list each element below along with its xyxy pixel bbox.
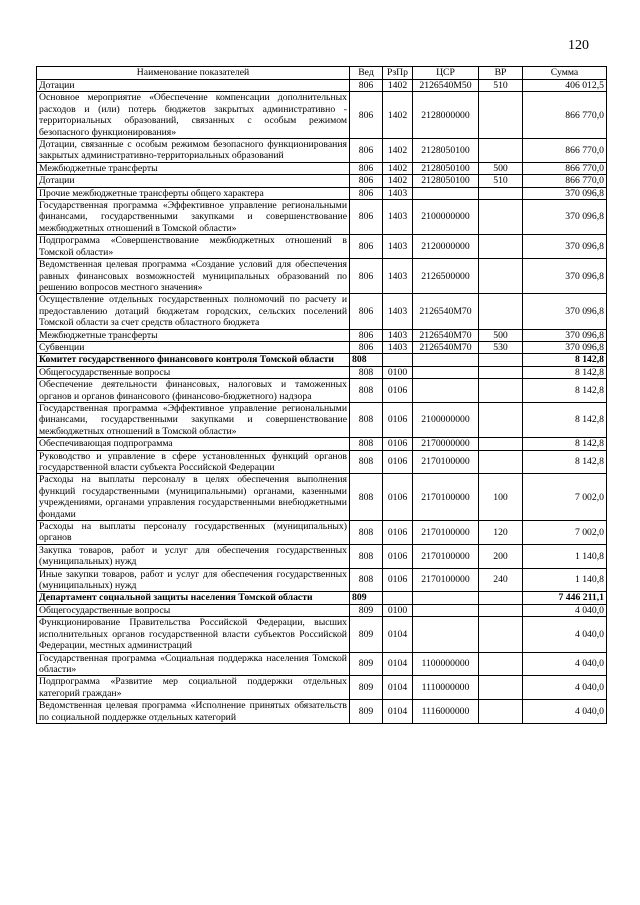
row-name-cell: Основное мероприятие «Обеспечение компенсации дополнительных расходов и (или) потерь бюджетов закрытых административно - территориальных образований, связанных с особым режимом безопасного функционирования» (37, 92, 350, 139)
row-vr-cell (479, 604, 523, 616)
table-row (37, 200, 607, 235)
row-rzpr-cell: 1402 (383, 139, 413, 163)
row-vr-cell (479, 652, 523, 676)
row-name-cell: Ведомственная целевая программа «Исполнение принятых обязательств по социальной поддержке отдельных категорий (37, 700, 350, 724)
row-sum-cell: 8 142,8 (523, 438, 607, 450)
row-sum-cell: 866 770,0 (523, 175, 607, 187)
row-ved-cell: 806 (350, 175, 383, 187)
row-sum-cell: 4 040,0 (523, 617, 607, 652)
row-name-cell: Государственная программа «Эффективное управление региональными финансами, государственными закупками и совершенствование межбюджетных отношений в Томской области» (37, 200, 350, 235)
row-csr-cell: 1100000000 (413, 652, 479, 676)
row-name-cell: Расходы на выплаты персоналу государственных (муниципальных) органов (37, 521, 350, 545)
table-row (37, 402, 607, 437)
row-ved-cell: 808 (350, 366, 383, 378)
row-csr-cell: 1116000000 (413, 700, 479, 724)
row-sum-cell: 866 770,0 (523, 92, 607, 139)
header-rzpr: РзПр (383, 67, 413, 80)
row-ved-cell: 809 (350, 652, 383, 676)
row-csr-cell (413, 617, 479, 652)
table-row (37, 139, 607, 163)
row-name-cell: Подпрограмма «Совершенствование межбюджетных отношений в Томской области» (37, 235, 350, 259)
row-name-cell: Обеспечивающая подпрограмма (37, 438, 350, 450)
row-ved-cell: 806 (350, 162, 383, 174)
row-sum-cell: 866 770,0 (523, 162, 607, 174)
table-row (37, 366, 607, 378)
row-name-cell: Государственная программа «Эффективное управление региональными финансами, государственными закупками и совершенствование межбюджетных отношений в Томской области» (37, 402, 350, 437)
row-sum-cell: 370 096,8 (523, 235, 607, 259)
row-name-cell: Прочие межбюджетные трансферты общего характера (37, 187, 350, 199)
row-ved-cell: 808 (350, 438, 383, 450)
row-ved-cell: 808 (350, 450, 383, 474)
row-ved-cell: 806 (350, 139, 383, 163)
row-rzpr-cell: 0106 (383, 450, 413, 474)
row-ved-cell: 808 (350, 521, 383, 545)
table-row (37, 676, 607, 700)
row-vr-cell (479, 379, 523, 403)
row-ved-cell: 806 (350, 259, 383, 294)
row-sum-cell: 370 096,8 (523, 259, 607, 294)
row-vr-cell: 120 (479, 521, 523, 545)
table-row (37, 162, 607, 174)
row-rzpr-cell: 0104 (383, 652, 413, 676)
row-vr-cell (479, 259, 523, 294)
row-ved-cell: 808 (350, 379, 383, 403)
row-csr-cell: 2170100000 (413, 521, 479, 545)
row-rzpr-cell: 0106 (383, 544, 413, 568)
table-row (37, 80, 607, 92)
row-ved-cell: 806 (350, 329, 383, 341)
row-vr-cell (479, 200, 523, 235)
row-sum-cell: 8 142,8 (523, 366, 607, 378)
table-row (37, 450, 607, 474)
table-row (37, 617, 607, 652)
row-sum-cell: 7 002,0 (523, 474, 607, 521)
row-sum-cell: 7 002,0 (523, 521, 607, 545)
table-row (37, 700, 607, 724)
row-vr-cell: 500 (479, 329, 523, 341)
row-rzpr-cell: 1403 (383, 235, 413, 259)
row-csr-cell: 2128050100 (413, 162, 479, 174)
header-ved: Вед (350, 67, 383, 80)
table-row (37, 604, 607, 616)
row-csr-cell: 2170100000 (413, 474, 479, 521)
table-row (37, 521, 607, 545)
row-ved-cell: 809 (350, 617, 383, 652)
row-name-cell: Функционирование Правительства Российской Федерации, высших исполнительных органов государственной власти субъектов Российской Федерации, местных администраций (37, 617, 350, 652)
table-row (37, 187, 607, 199)
row-vr-cell (479, 676, 523, 700)
row-vr-cell: 510 (479, 80, 523, 92)
row-rzpr-cell: 1402 (383, 80, 413, 92)
row-rzpr-cell: 1403 (383, 187, 413, 199)
row-csr-cell (413, 592, 479, 604)
table-row (37, 294, 607, 329)
row-sum-cell: 7 446 211,1 (523, 592, 607, 604)
row-rzpr-cell (383, 592, 413, 604)
row-name-cell: Общегосударственные вопросы (37, 604, 350, 616)
row-ved-cell: 806 (350, 235, 383, 259)
row-rzpr-cell: 0100 (383, 366, 413, 378)
row-name-cell: Дотации (37, 80, 350, 92)
row-csr-cell: 2126500000 (413, 259, 479, 294)
row-sum-cell: 4 040,0 (523, 700, 607, 724)
row-rzpr-cell: 0104 (383, 676, 413, 700)
table-row (37, 329, 607, 341)
table-row (37, 438, 607, 450)
row-rzpr-cell: 0104 (383, 617, 413, 652)
row-sum-cell: 370 096,8 (523, 187, 607, 199)
row-ved-cell: 809 (350, 592, 383, 604)
table-row (37, 568, 607, 592)
row-vr-cell (479, 139, 523, 163)
row-rzpr-cell: 0106 (383, 438, 413, 450)
row-sum-cell: 4 040,0 (523, 604, 607, 616)
row-name-cell: Дотации (37, 175, 350, 187)
row-csr-cell: 2120000000 (413, 235, 479, 259)
row-csr-cell: 2170000000 (413, 438, 479, 450)
row-rzpr-cell: 0106 (383, 379, 413, 403)
row-vr-cell (479, 354, 523, 366)
row-sum-cell: 4 040,0 (523, 676, 607, 700)
row-ved-cell: 806 (350, 200, 383, 235)
row-sum-cell: 370 096,8 (523, 341, 607, 353)
table-header-row (37, 67, 607, 80)
row-sum-cell: 370 096,8 (523, 200, 607, 235)
row-name-cell: Подпрограмма «Развитие мер социальной поддержки отдельных категорий граждан» (37, 676, 350, 700)
row-ved-cell: 806 (350, 92, 383, 139)
row-rzpr-cell: 0106 (383, 474, 413, 521)
row-vr-cell (479, 592, 523, 604)
row-rzpr-cell: 0104 (383, 700, 413, 724)
row-vr-cell (479, 700, 523, 724)
row-sum-cell: 4 040,0 (523, 652, 607, 676)
row-ved-cell: 809 (350, 700, 383, 724)
header-name: Наименование показателей (37, 67, 350, 80)
row-csr-cell: 2128000000 (413, 92, 479, 139)
row-rzpr-cell: 1403 (383, 200, 413, 235)
row-vr-cell (479, 402, 523, 437)
row-ved-cell: 809 (350, 604, 383, 616)
row-csr-cell (413, 366, 479, 378)
row-csr-cell (413, 187, 479, 199)
table-row (37, 379, 607, 403)
row-rzpr-cell: 1403 (383, 329, 413, 341)
row-vr-cell (479, 235, 523, 259)
row-sum-cell: 8 142,8 (523, 450, 607, 474)
row-csr-cell: 2126540М70 (413, 341, 479, 353)
row-name-cell: Обеспечение деятельности финансовых, налоговых и таможенных органов и органов финансового (финансово-бюджетного) надзора (37, 379, 350, 403)
row-rzpr-cell: 1403 (383, 341, 413, 353)
table-row (37, 544, 607, 568)
row-ved-cell: 808 (350, 474, 383, 521)
row-rzpr-cell: 1402 (383, 175, 413, 187)
row-sum-cell: 1 140,8 (523, 544, 607, 568)
row-csr-cell: 2100000000 (413, 200, 479, 235)
table-row (37, 354, 607, 366)
budget-table (36, 66, 607, 724)
row-csr-cell: 2100000000 (413, 402, 479, 437)
row-rzpr-cell: 0106 (383, 568, 413, 592)
page-number: 120 (568, 38, 589, 53)
row-csr-cell (413, 379, 479, 403)
row-ved-cell: 806 (350, 187, 383, 199)
row-vr-cell: 200 (479, 544, 523, 568)
table-row (37, 235, 607, 259)
row-vr-cell: 240 (479, 568, 523, 592)
row-name-cell: Расходы на выплаты персоналу в целях обеспечения выполнения функций государственными (муниципальными) органами, казенными учреждениями, органами управления государственными внебюджетными фондами (37, 474, 350, 521)
row-vr-cell: 100 (479, 474, 523, 521)
row-vr-cell (479, 92, 523, 139)
table-row (37, 92, 607, 139)
row-vr-cell (479, 450, 523, 474)
row-rzpr-cell: 1403 (383, 294, 413, 329)
row-sum-cell: 370 096,8 (523, 329, 607, 341)
row-rzpr-cell (383, 354, 413, 366)
row-ved-cell: 808 (350, 354, 383, 366)
table-row (37, 652, 607, 676)
row-name-cell: Межбюджетные трансферты (37, 162, 350, 174)
row-name-cell: Департамент социальной защиты населения Томской области (37, 592, 350, 604)
row-rzpr-cell: 0106 (383, 521, 413, 545)
row-name-cell: Осуществление отдельных государственных полномочий по расчету и предоставлению дотаций бюджетам городских, сельских поселений Томской области за счет средств областного бюджета (37, 294, 350, 329)
row-csr-cell: 1110000000 (413, 676, 479, 700)
row-ved-cell: 809 (350, 676, 383, 700)
header-vr: ВР (479, 67, 523, 80)
row-csr-cell: 2128050100 (413, 175, 479, 187)
row-ved-cell: 808 (350, 568, 383, 592)
row-sum-cell: 8 142,8 (523, 354, 607, 366)
row-vr-cell: 510 (479, 175, 523, 187)
row-name-cell: Субвенции (37, 341, 350, 353)
table-row (37, 259, 607, 294)
table-row (37, 592, 607, 604)
row-csr-cell: 2126540М70 (413, 294, 479, 329)
row-csr-cell: 2126540М70 (413, 329, 479, 341)
table-row (37, 474, 607, 521)
row-name-cell: Закупка товаров, работ и услуг для обеспечения государственных (муниципальных) нужд (37, 544, 350, 568)
row-name-cell: Государственная программа «Социальная поддержка населения Томской области» (37, 652, 350, 676)
row-name-cell: Иные закупки товаров, работ и услуг для обеспечения государственных (муниципальных) нужд (37, 568, 350, 592)
row-csr-cell: 2128050100 (413, 139, 479, 163)
row-sum-cell: 8 142,8 (523, 402, 607, 437)
row-csr-cell: 2126540М50 (413, 80, 479, 92)
row-csr-cell: 2170100000 (413, 450, 479, 474)
row-name-cell: Межбюджетные трансферты (37, 329, 350, 341)
row-ved-cell: 808 (350, 402, 383, 437)
row-vr-cell (479, 438, 523, 450)
row-sum-cell: 370 096,8 (523, 294, 607, 329)
row-vr-cell (479, 294, 523, 329)
table-row (37, 341, 607, 353)
row-vr-cell (479, 617, 523, 652)
row-rzpr-cell: 1403 (383, 259, 413, 294)
row-ved-cell: 808 (350, 544, 383, 568)
row-sum-cell: 866 770,0 (523, 139, 607, 163)
row-name-cell: Общегосударственные вопросы (37, 366, 350, 378)
row-vr-cell (479, 187, 523, 199)
row-vr-cell: 500 (479, 162, 523, 174)
header-sum: Сумма (523, 67, 607, 80)
row-name-cell: Ведомственная целевая программа «Создание условий для обеспечения равных финансовых возможностей муниципальных образований по решению вопросов местного значения» (37, 259, 350, 294)
row-name-cell: Комитет государственного финансового контроля Томской области (37, 354, 350, 366)
row-rzpr-cell: 1402 (383, 162, 413, 174)
row-name-cell: Руководство и управление в сфере установленных функций органов государственной власти субъекта Российской Федерации (37, 450, 350, 474)
row-csr-cell: 2170100000 (413, 544, 479, 568)
header-csr: ЦСР (413, 67, 479, 80)
row-ved-cell: 806 (350, 341, 383, 353)
row-vr-cell: 530 (479, 341, 523, 353)
row-ved-cell: 806 (350, 80, 383, 92)
row-rzpr-cell: 1402 (383, 92, 413, 139)
row-sum-cell: 406 012,5 (523, 80, 607, 92)
row-name-cell: Дотации, связанные с особым режимом безопасного функционирования закрытых административно-территориальных образований (37, 139, 350, 163)
row-rzpr-cell: 0100 (383, 604, 413, 616)
row-ved-cell: 806 (350, 294, 383, 329)
row-csr-cell (413, 354, 479, 366)
row-sum-cell: 1 140,8 (523, 568, 607, 592)
row-csr-cell (413, 604, 479, 616)
row-sum-cell: 8 142,8 (523, 379, 607, 403)
row-csr-cell: 2170100000 (413, 568, 479, 592)
row-rzpr-cell: 0106 (383, 402, 413, 437)
table-row (37, 175, 607, 187)
row-vr-cell (479, 366, 523, 378)
